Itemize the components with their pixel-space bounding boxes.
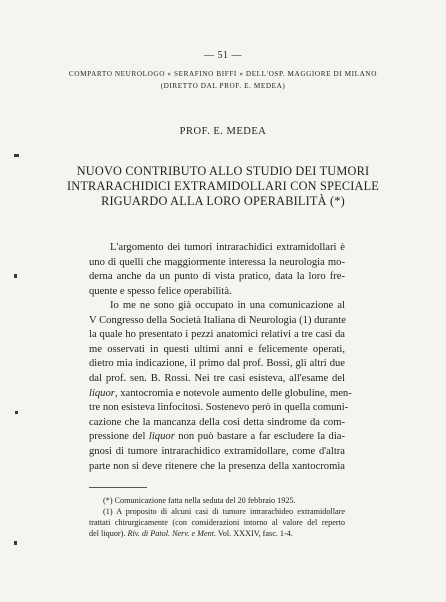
text-fragment: pressione del [89, 431, 149, 443]
institution-header: COMPARTO NEUROLOGO « SERAFINO BIFFI » DELL'OSP. MAGGIORE DI MILANO [68, 70, 377, 78]
text-line: gnosi di tumore intrarachidico extramidollare, come d'altra [89, 445, 345, 457]
text-line: V Congresso della Società Italiana di Neurologia (1) durante [89, 314, 346, 326]
article-title-line-2: INTRARACHIDICI EXTRAMIDOLLARI CON SPECIALE [66, 179, 380, 193]
text-line: derna anche da un punto di vista pratico, data la loro fre- [89, 271, 345, 283]
text-line: dietro mia indicazione, il primo dal prof. Bossi, gli altri due [89, 358, 345, 370]
text-line: dal prof. sen. B. Rossi. Nei tre casi esisteva, all'esame del [89, 372, 345, 384]
binding-mark [14, 541, 17, 545]
text-line: Io me ne sono già occupato in una comunicazione al [110, 300, 345, 311]
binding-mark [15, 411, 18, 414]
paragraph-2 [89, 299, 352, 474]
text-line: tre non esisteva linfocitosi. Sostenevo però in quella comuni- [89, 402, 349, 414]
institution-director: (DIRETTO DAL PROF. E. MEDEA) [160, 82, 286, 90]
footnote-2-line: (1) A proposito di alcuni casi di tumore intrarachideo extramidollare [103, 507, 345, 516]
text-line [89, 430, 345, 445]
journal-title: Riv. di Patol. Nerv. e Ment. [127, 529, 217, 538]
binding-mark [14, 274, 17, 278]
italic-term: liquor [89, 387, 115, 399]
footnote-1: (*) Comunicazione fatta nella seduta del 20 febbraio 1925. [103, 496, 296, 505]
binding-mark [14, 154, 19, 157]
page-number: — 51 — [204, 50, 242, 61]
text-line: parte non si deve ritenere che la presenza della xantocromia [89, 460, 345, 472]
footnote-divider [89, 487, 147, 488]
article-title-line-3: RIGUARDO ALLA LORO OPERABILITÀ (*) [101, 194, 345, 208]
footnote-2-line [89, 528, 345, 539]
italic-term: liquor [148, 431, 175, 443]
text-fragment: del liquor). [89, 529, 128, 538]
footnotes [89, 495, 345, 539]
text-line: uno di quelli che maggiormente interessa la neurologia mo- [89, 256, 345, 268]
text-fragment: Vol. XXXIV, fasc. 1-4. [216, 529, 293, 538]
paragraph-1 [89, 241, 345, 299]
text-fragment: non può bastare a far escludere la dia- [174, 431, 345, 443]
text-line: me osservati in questi ultimi anni e felicemente operati, [89, 343, 345, 355]
footnote-2-line: trattati chirurgicamente (con considerazioni intorno al valore del reperto [89, 518, 345, 527]
text-line: cazione che la mancanza della così detta sindrome da com- [89, 416, 345, 428]
text-fragment: , xantocromia e notevole aumento delle globuline, men- [114, 387, 352, 399]
text-line: L'argomento dei tumori intrarachidici extramidollari è [110, 242, 345, 253]
text-line: quente e spesso felice operabilità. [89, 285, 232, 297]
author-name: PROF. E. MEDEA [179, 126, 267, 137]
text-line [89, 387, 352, 402]
article-title-line-1: NUOVO CONTRIBUTO ALLO STUDIO DEI TUMORI [76, 164, 370, 178]
text-line: la quale ho presentato i pezzi anatomici relativi a tre casi da [89, 329, 345, 341]
